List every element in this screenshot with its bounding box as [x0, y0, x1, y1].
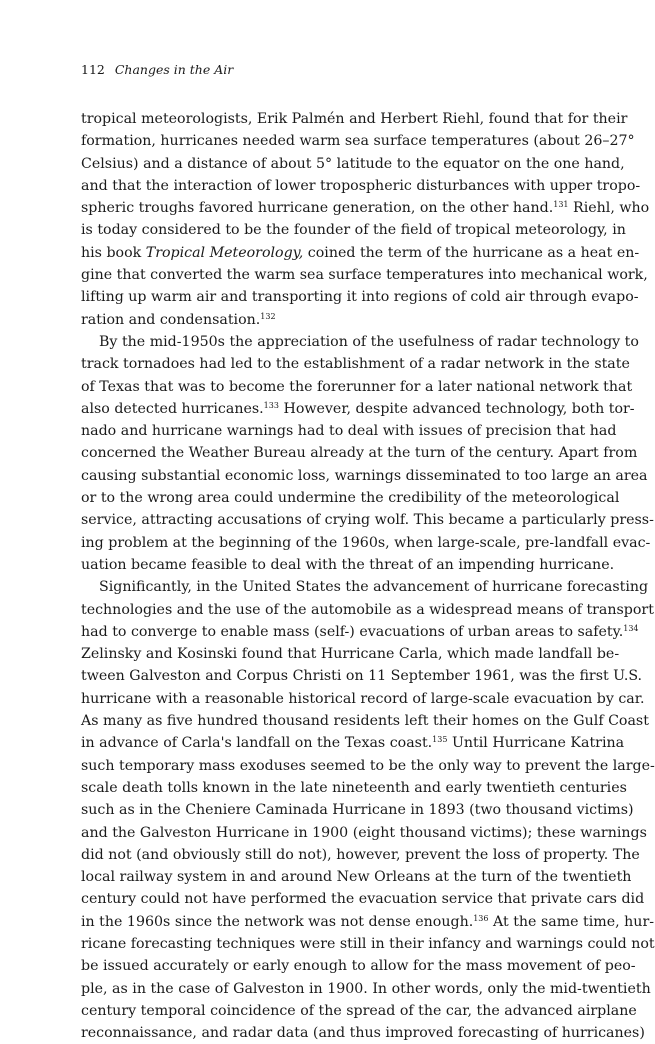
text-segment: century could not have performed the evacuation service that private cars did: [81, 891, 645, 908]
text-segment: nado and hurricane warnings had to deal with issues of precision that had: [81, 423, 617, 440]
text-segment: lifting up warm air and transporting it into regions of cold air through evapo-: [81, 289, 639, 306]
text-segment: such temporary mass exoduses seemed to be the only way to prevent the large-: [81, 757, 655, 774]
text-segment: scale death tolls known in the late nineteenth and early twentieth centuries: [81, 779, 627, 796]
text-line: [81, 108, 628, 130]
text-line: [81, 153, 625, 175]
footnote-marker[interactable]: 135: [432, 735, 448, 745]
text-segment: is today considered to be the founder of the field of tropical meteorology, in: [81, 222, 626, 239]
text-line: [81, 554, 615, 576]
text-segment: ration and condensation.: [81, 311, 261, 328]
text-segment: reconnaissance, and radar data (and thus improved forecasting of hurricanes): [81, 1025, 645, 1042]
text-segment: uation became feasible to deal with the threat of an impending hurricane.: [81, 556, 615, 573]
text-line: [81, 175, 641, 197]
text-segment: Celsius) and a distance of about 5° latitude to the equator on the one hand,: [81, 155, 625, 172]
text-line: [81, 621, 639, 643]
text-segment: However, despite advanced technology, both tor-: [278, 400, 635, 417]
footnote-marker[interactable]: 134: [623, 623, 639, 633]
text-line: [81, 710, 649, 732]
page-number: 112: [81, 62, 105, 77]
text-segment: At the same time, hur-: [488, 913, 655, 930]
text-segment: also detected hurricanes.: [81, 400, 264, 417]
text-segment: be issued accurately or early enough to allow for the mass movement of peo-: [81, 958, 636, 975]
text-line: [81, 1000, 637, 1022]
text-segment: Riehl, who: [568, 200, 650, 217]
text-line: [81, 420, 617, 442]
book-title: Changes in the Air: [114, 62, 234, 77]
text-segment: Until Hurricane Katrina: [447, 735, 625, 752]
text-segment: and the Galveston Hurricane in 1900 (eight thousand victims); these warnings: [81, 824, 647, 841]
text-segment: and that the interaction of lower tropospheric disturbances with upper tropo-: [81, 177, 641, 194]
text-line: [81, 242, 640, 264]
text-segment: Significantly, in the United States the advancement of hurricane forecasting: [99, 579, 649, 596]
text-line: [81, 777, 627, 799]
text-line: [81, 576, 649, 598]
book-title-italic: Tropical Meteorology,: [145, 244, 304, 261]
text-line: [81, 911, 655, 933]
text-segment: coined the term of the hurricane as a heat en-: [303, 244, 640, 261]
text-line: [81, 442, 638, 464]
text-segment: or to the wrong area could undermine the credibility of the meteorological: [81, 490, 620, 507]
text-line: [81, 688, 645, 710]
text-segment: technologies and the use of the automobile as a widespread means of transport: [81, 601, 654, 618]
text-line: [81, 866, 632, 888]
text-segment: had to converge to enable mass (self-) evacuations of urban areas to safety.: [81, 623, 624, 640]
text-line: [81, 844, 640, 866]
text-line: [81, 665, 643, 687]
text-line: [81, 487, 620, 509]
text-line: [81, 1022, 645, 1044]
text-segment: in the 1960s since the network was not dense enough.: [81, 913, 474, 930]
text-segment: concerned the Weather Bureau already at the turn of the century. Apart from: [81, 445, 638, 462]
text-line: [81, 353, 630, 375]
footnote-marker[interactable]: 136: [473, 913, 489, 923]
text-segment: ing problem at the beginning of the 1960s, when large-scale, pre-landfall evac-: [81, 534, 651, 551]
text-line: [81, 376, 633, 398]
text-line: [81, 465, 648, 487]
text-line: [81, 933, 655, 955]
body-text: [81, 108, 655, 1044]
text-line: [81, 532, 651, 554]
text-line: [81, 955, 636, 977]
footnote-marker[interactable]: 131: [553, 200, 569, 210]
text-segment: tropical meteorologists, Erik Palmén and Herbert Riehl, found that for their: [81, 111, 628, 127]
text-line: [81, 286, 639, 308]
text-segment: spheric troughs favored hurricane generation, on the other hand.: [81, 200, 554, 217]
text-segment: such as in the Cheniere Caminada Hurricane in 1893 (two thousand victims): [81, 802, 634, 819]
text-segment: By the mid-1950s the appreciation of the usefulness of radar technology to: [99, 333, 639, 350]
text-line: [81, 888, 645, 910]
text-line: [81, 219, 626, 241]
text-line: [81, 755, 655, 777]
text-line: [81, 643, 620, 665]
text-segment: local railway system in and around New Orleans at the turn of the twentieth: [81, 869, 632, 886]
text-line: [81, 264, 648, 286]
text-segment: in advance of Carla's landfall on the Texas coast.: [81, 735, 433, 752]
text-line: [81, 309, 569, 331]
text-segment: causing substantial economic loss, warnings disseminated to too large an area: [81, 467, 648, 484]
text-line: [81, 799, 634, 821]
text-segment: tween Galveston and Corpus Christi on 11 September 1961, was the first U.S.: [81, 668, 643, 685]
text-segment: century temporal coincidence of the spread of the car, the advanced airplane: [81, 1002, 637, 1019]
text-segment: of Texas that was to become the forerunner for a later national network that: [81, 378, 633, 395]
text-line: [81, 732, 625, 754]
text-line: [81, 978, 651, 1000]
text-line: [81, 331, 639, 353]
text-segment: service, attracting accusations of crying wolf. This became a particularly press-: [81, 512, 654, 529]
text-line: [81, 130, 635, 152]
text-segment: hurricane with a reasonable historical record of large-scale evacuation by car.: [81, 690, 645, 707]
text-segment: gine that converted the warm sea surface temperatures into mechanical work,: [81, 267, 648, 284]
footnote-marker[interactable]: 132: [260, 311, 276, 321]
text-segment: As many as five hundred thousand residents left their homes on the Gulf Coast: [81, 713, 649, 730]
text-line: [81, 509, 654, 531]
running-head: [81, 62, 233, 78]
text-line: [81, 197, 650, 219]
text-segment: ple, as in the case of Galveston in 1900. In other words, only the mid-twentieth: [81, 980, 651, 997]
footnote-marker[interactable]: 133: [263, 400, 279, 410]
text-line: [81, 398, 635, 420]
text-segment: formation, hurricanes needed warm sea surface temperatures (about 26–27°: [81, 133, 635, 150]
text-line: [81, 599, 654, 621]
text-segment: his book: [81, 244, 146, 261]
text-segment: track tornadoes had led to the establishment of a radar network in the state: [81, 356, 630, 373]
text-segment: ricane forecasting techniques were still in their infancy and warnings could not: [81, 935, 655, 952]
text-segment: Zelinsky and Kosinski found that Hurricane Carla, which made landfall be-: [81, 646, 620, 663]
text-segment: did not (and obviously still do not), however, prevent the loss of property. The: [81, 846, 640, 863]
text-line: [81, 822, 647, 844]
